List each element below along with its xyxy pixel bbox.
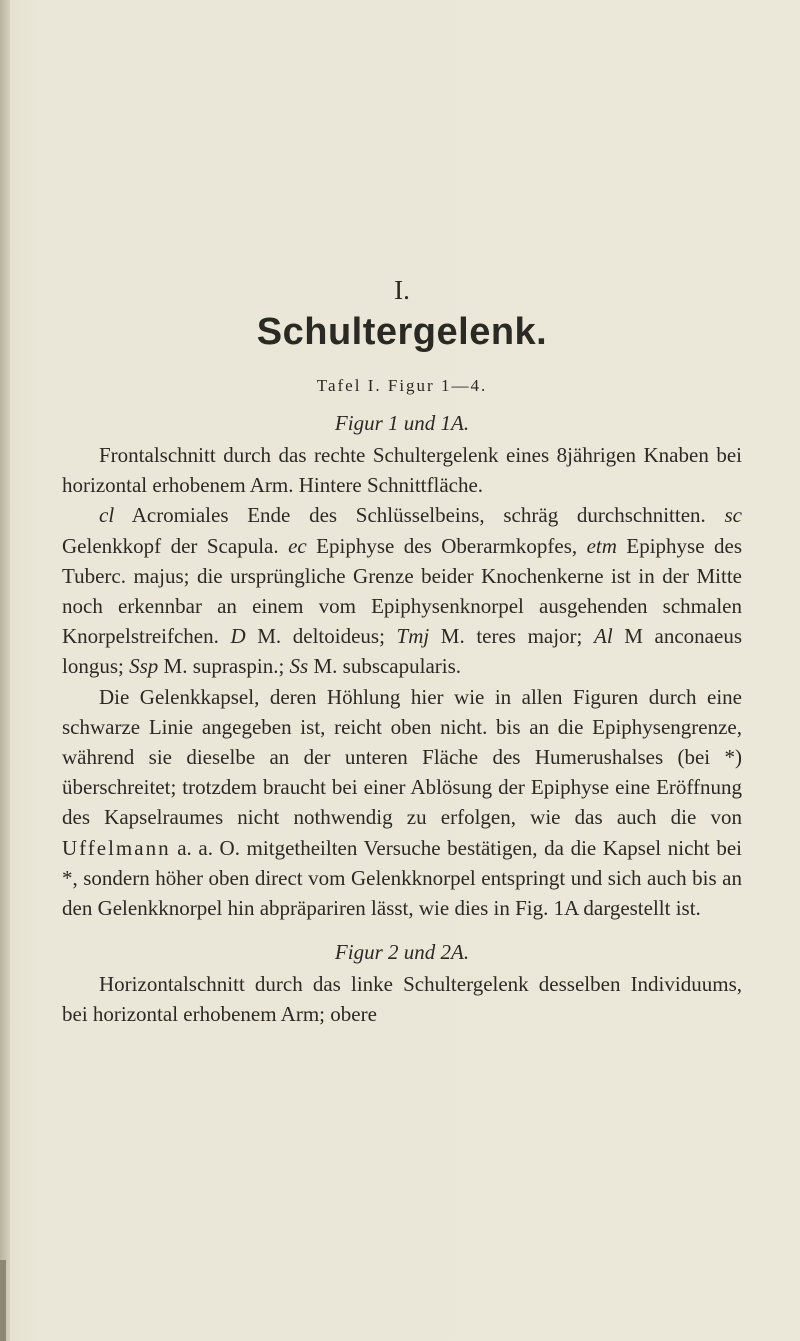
figure-2-heading: Figur 2 und 2A.: [334, 940, 470, 965]
page-gutter: [0, 0, 10, 1341]
legend-abbr-ec: ec: [288, 533, 307, 558]
spine-mark: [0, 1260, 6, 1341]
legend-abbr-etm: etm: [586, 533, 617, 558]
plate-reference: Tafel I. Figur 1—4.: [316, 376, 488, 395]
body-text-1: Die Gelenkkapsel, deren Höhlung hier wie in allen Figuren durch eine schwarze Linie angegeben ist, reicht oben nicht. bis an die Epiphysengrenze, während sie dieselbe an der unteren Fläche des Humerushalses (bei *) überschreitet; trotzdem braucht bei einer Ablösung der Epiphyse eine Eröffnung des Kapselraumes nicht nothwendig zu erfolgen, wie das auch die von: [62, 684, 742, 830]
legend-text-al: M anconaeus longus;: [62, 624, 742, 679]
section-number: I.: [394, 275, 410, 305]
legend-abbr-ssp: Ssp: [129, 654, 159, 679]
legend-abbr-cl: cl: [99, 503, 115, 528]
legend-abbr-tmj: Tmj: [396, 624, 430, 649]
section-title: Schultergelenk.: [256, 311, 548, 353]
legend-text-sc: Gelenkkopf der Scapula.: [62, 533, 289, 558]
text-block: [62, 272, 742, 1030]
legend-text-tmj: M. teres major;: [429, 624, 594, 649]
legend-text-d: M. deltoideus;: [245, 624, 397, 649]
legend-abbr-sc: sc: [724, 503, 742, 528]
legend-abbr-al: Al: [594, 624, 613, 649]
legend-text-ec: Epiphyse des Oberarmkopfes,: [306, 533, 587, 558]
figure-1-body: [62, 682, 742, 924]
figure-2-intro: Horizontalschnitt durch das linke Schultergelenk desselben Individuums, bei horizontal erhobenem Arm; obere: [62, 972, 742, 1027]
author-name: Uffelmann: [62, 835, 171, 860]
legend-text-ssp: M. supraspin.;: [158, 654, 290, 679]
figure-1-intro: Frontalschnitt durch das rechte Schultergelenk eines 8jährigen Knaben bei horizontal erhobenem Arm. Hintere Schnittfläche.: [62, 443, 742, 498]
legend-text-ss: M. subscapularis.: [308, 654, 462, 679]
legend-abbr-ss: Ss: [289, 654, 309, 679]
legend-text-etm: Epiphyse des Tuberc. majus; die ursprüngliche Grenze beider Knochenkerne ist in der Mitte noch erkennbar an einem vom Epiphysenknorpel ausgehenden schmalen Knorpelstreifchen.: [62, 533, 742, 649]
legend-abbr-d: D: [230, 624, 246, 649]
body-text-2: a. a. O. mitgetheilten Versuche bestätigen, da die Kapsel nicht bei *, sondern höher oben direct vom Gelenkknorpel entspringt und sich auch bis an den Gelenkknorpel hin abpräpariren lässt, wie dies in Fig. 1A dargestellt ist.: [62, 835, 742, 921]
figure-1-legend: [62, 500, 742, 681]
legend-text-cl: Acromiales Ende des Schlüsselbeins, schräg durchschnitten.: [114, 503, 725, 528]
figure-1-heading: Figur 1 und 1A.: [334, 411, 470, 435]
